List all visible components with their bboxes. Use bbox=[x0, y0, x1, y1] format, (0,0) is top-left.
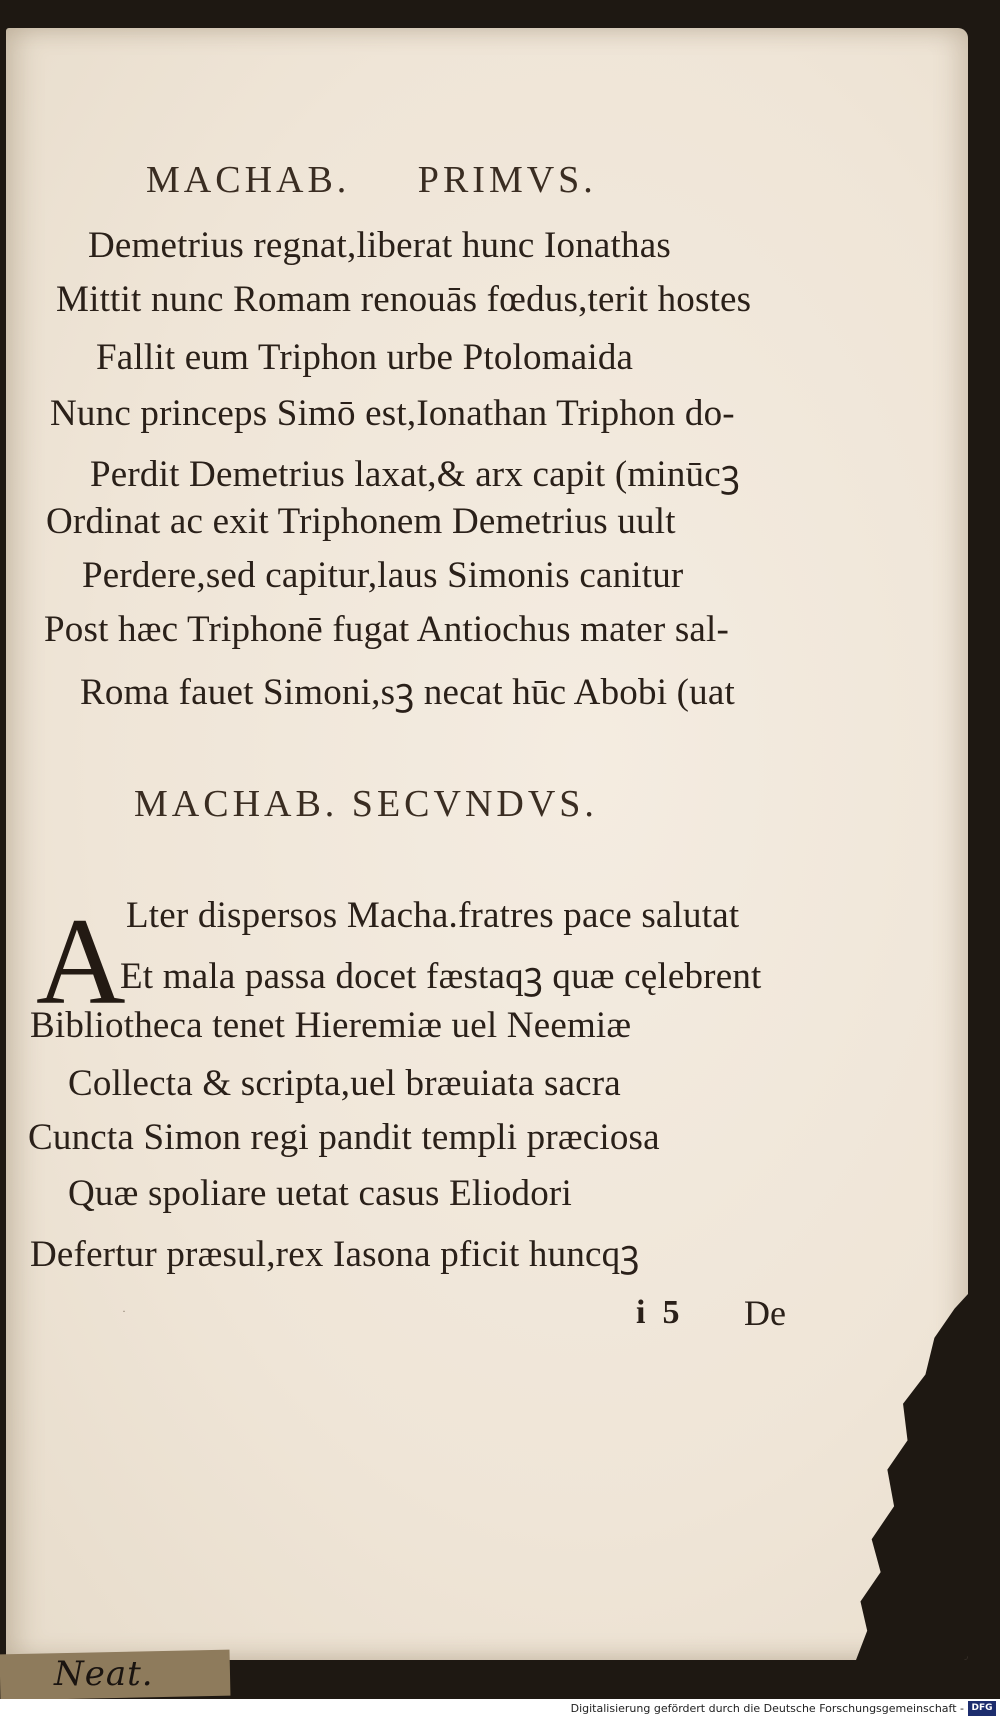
text-line-primus-3: Fallit eum Triphon urbe Ptolomaida bbox=[96, 337, 634, 378]
binding-label-text: Neat. bbox=[54, 1654, 154, 1694]
book-page bbox=[6, 28, 968, 1660]
heading-primus: MACHAB. PRIMVS. bbox=[146, 159, 597, 201]
text-line-secundus-5: Cuncta Simon regi pandit templi præciosa bbox=[28, 1117, 660, 1158]
dfg-logo: DFG bbox=[968, 1701, 996, 1716]
text-line-primus-4: Nunc princeps Simō est,Ionathan Triphon do- bbox=[50, 393, 735, 434]
ink-speck: · bbox=[122, 1304, 126, 1318]
heading-secundus: MACHAB. SECVNDVS. bbox=[134, 783, 598, 825]
decorated-initial: A bbox=[36, 893, 126, 1030]
signature-mark: i 5 bbox=[636, 1294, 680, 1331]
text-line-primus-8: Post hæc Triphonē fugat Antiochus mater sal- bbox=[44, 609, 730, 650]
catchword: De bbox=[744, 1293, 786, 1333]
text-line-primus-1: Demetrius regnat,liberat hunc Ionathas bbox=[88, 225, 671, 266]
text-line-primus-9: Roma fauet Simoni,sꝫ necat hūc Abobi (uat bbox=[80, 672, 735, 713]
text-line-secundus-3: Bibliotheca tenet Hieremiæ uel Neemiæ bbox=[30, 1005, 632, 1046]
text-line-primus-5: Perdit Demetrius laxat,& arx capit (minūcꝫ bbox=[90, 454, 740, 495]
text-line-secundus-6: Quæ spoliare uetat casus Eliodori bbox=[68, 1173, 572, 1214]
text-line-secundus-7: Defertur præsul,rex Iasona pficit huncqꝫ bbox=[30, 1234, 640, 1275]
text-line-primus-7: Perdere,sed capitur,laus Simonis canitur bbox=[82, 555, 684, 596]
text-line-primus-6: Ordinat ac exit Triphonem Demetrius uult bbox=[46, 501, 676, 542]
torn-page-corner bbox=[856, 1294, 968, 1660]
text-line-secundus-1: Lter dispersos Macha.fratres pace salutat bbox=[126, 895, 740, 936]
text-line-secundus-2: Et mala passa docet fæstaqꝫ quæ cęlebrent bbox=[120, 956, 762, 997]
footer-credit: Digitalisierung gefördert durch die Deutsche Forschungsgemeinschaft - bbox=[570, 1702, 964, 1715]
text-line-primus-2: Mittit nunc Romam renouās fœdus,terit hostes bbox=[56, 279, 752, 320]
text-line-secundus-4: Collecta & scripta,uel bræuiata sacra bbox=[68, 1063, 621, 1104]
